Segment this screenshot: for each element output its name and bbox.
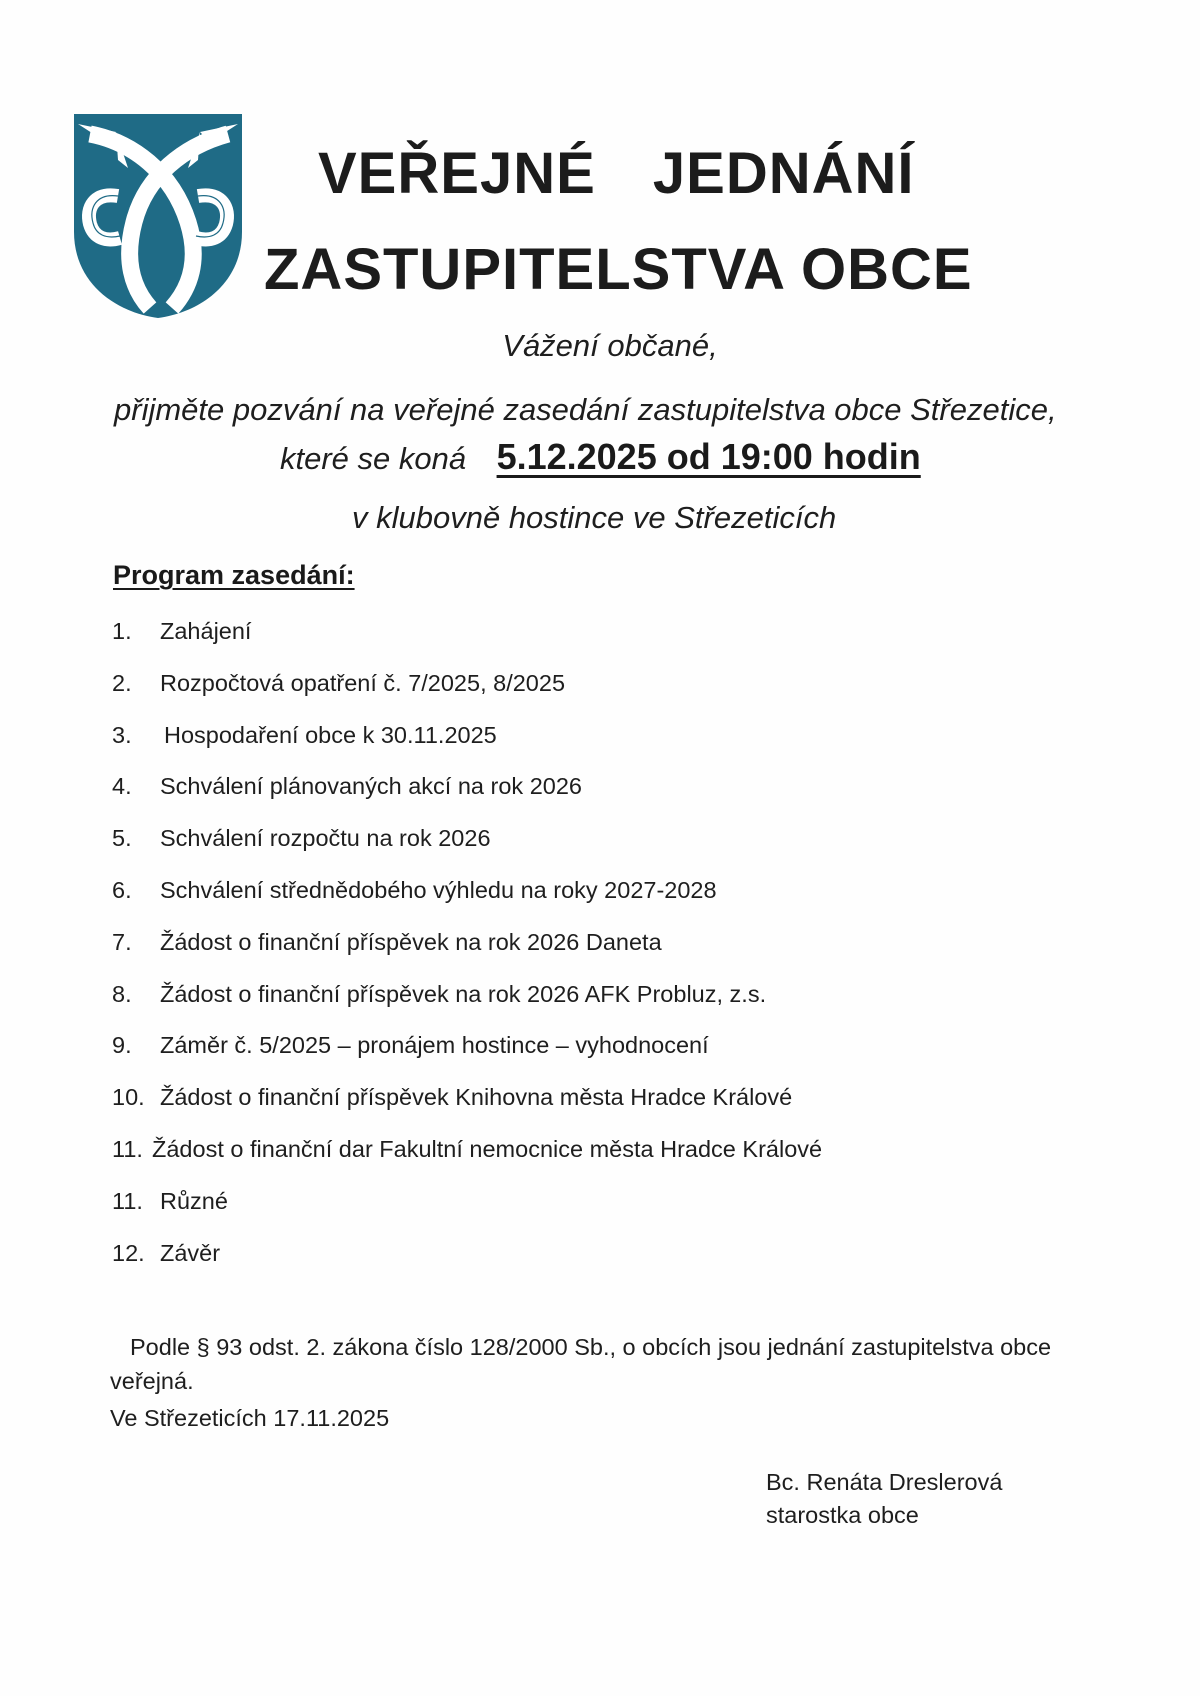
agenda-item	[112, 981, 822, 1033]
agenda-item-text: Žádost o finanční dar Fakultní nemocnice města Hradce Králové	[152, 1135, 823, 1162]
agenda-item-text: Schválení rozpočtu na rok 2026	[160, 825, 491, 852]
agenda-item-number: 3.	[112, 721, 132, 748]
title-line-1: VEŘEJNÉ JEDNÁNÍ	[318, 141, 915, 206]
agenda-item	[112, 877, 822, 929]
agenda-item-number: 11.	[112, 1135, 143, 1162]
agenda-item-number: 5.	[112, 825, 132, 852]
agenda-item-number: 1.	[112, 618, 132, 644]
meeting-time-row	[280, 436, 921, 478]
agenda-item-text: Schválení plánovaných akcí na rok 2026	[160, 773, 582, 800]
agenda-item-text: Žádost o finanční příspěvek Knihovna města Hradce Králové	[160, 1084, 793, 1111]
agenda-item	[112, 1032, 822, 1084]
agenda-item-text: Záměr č. 5/2025 – pronájem hostince – vyhodnocení	[160, 1032, 709, 1059]
agenda-item	[112, 1136, 822, 1188]
agenda-item-number: 10.	[112, 1084, 145, 1111]
signature-block	[766, 1466, 1002, 1532]
signatory-name: Bc. Renáta Dreslerová	[766, 1469, 1003, 1495]
place-and-date: Ve Střezeticích 17.11.2025	[110, 1405, 390, 1431]
invitation-text: přijměte pozvání na veřejné zasedání zastupitelstva obce Střezetice,	[114, 392, 1057, 427]
agenda-item-number: 6.	[112, 876, 132, 903]
agenda-item	[112, 670, 822, 722]
agenda-item-number: 11.	[112, 1187, 143, 1214]
agenda-item-number: 2.	[112, 669, 132, 696]
meeting-venue: v klubovně hostince ve Střezeticích	[352, 500, 837, 535]
signatory-role: starostka obce	[766, 1502, 919, 1528]
agenda-list	[112, 618, 822, 1291]
agenda-item-number: 9.	[112, 1032, 132, 1059]
agenda-item-text: Různé	[160, 1187, 228, 1214]
agenda-item	[112, 825, 822, 877]
agenda-item-number: 4.	[112, 773, 132, 800]
coat-of-arms-shield-icon	[72, 112, 244, 320]
agenda-item	[112, 722, 822, 774]
agenda-item-number: 12.	[112, 1239, 145, 1266]
agenda-item-text: Hospodaření obce k 30.11.2025	[164, 721, 497, 748]
agenda-item	[112, 1084, 822, 1136]
agenda-item-text: Žádost o finanční příspěvek na rok 2026 Daneta	[160, 928, 662, 955]
meeting-time-prefix: které se koná	[280, 441, 467, 476]
agenda-item	[112, 618, 822, 670]
meeting-date-time: 5.12.2025 od 19:00 hodin	[496, 436, 921, 477]
agenda-item-text: Žádost o finanční příspěvek na rok 2026 AFK Probluz, z.s.	[160, 980, 767, 1007]
title-line-2: ZASTUPITELSTVA OBCE	[264, 237, 973, 302]
agenda-item-text: Závěr	[160, 1239, 221, 1266]
agenda-item	[112, 773, 822, 825]
program-heading: Program zasedání:	[113, 560, 355, 590]
legal-notice: Podle § 93 odst. 2. zákona číslo 128/2000 Sb., o obcích jsou jednání zastupitelstva obce veřejná.	[110, 1334, 1052, 1394]
agenda-item-text: Schválení střednědobého výhledu na roky 2027-2028	[160, 876, 717, 903]
agenda-item	[112, 929, 822, 981]
agenda-item-text: Rozpočtová opatření č. 7/2025, 8/2025	[160, 669, 566, 696]
agenda-item-number: 7.	[112, 928, 132, 955]
greeting: Vážení občané,	[502, 328, 718, 363]
agenda-item-number: 8.	[112, 980, 132, 1007]
agenda-item	[112, 1240, 822, 1292]
agenda-item	[112, 1188, 822, 1240]
agenda-item-text: Zahájení	[160, 618, 252, 644]
